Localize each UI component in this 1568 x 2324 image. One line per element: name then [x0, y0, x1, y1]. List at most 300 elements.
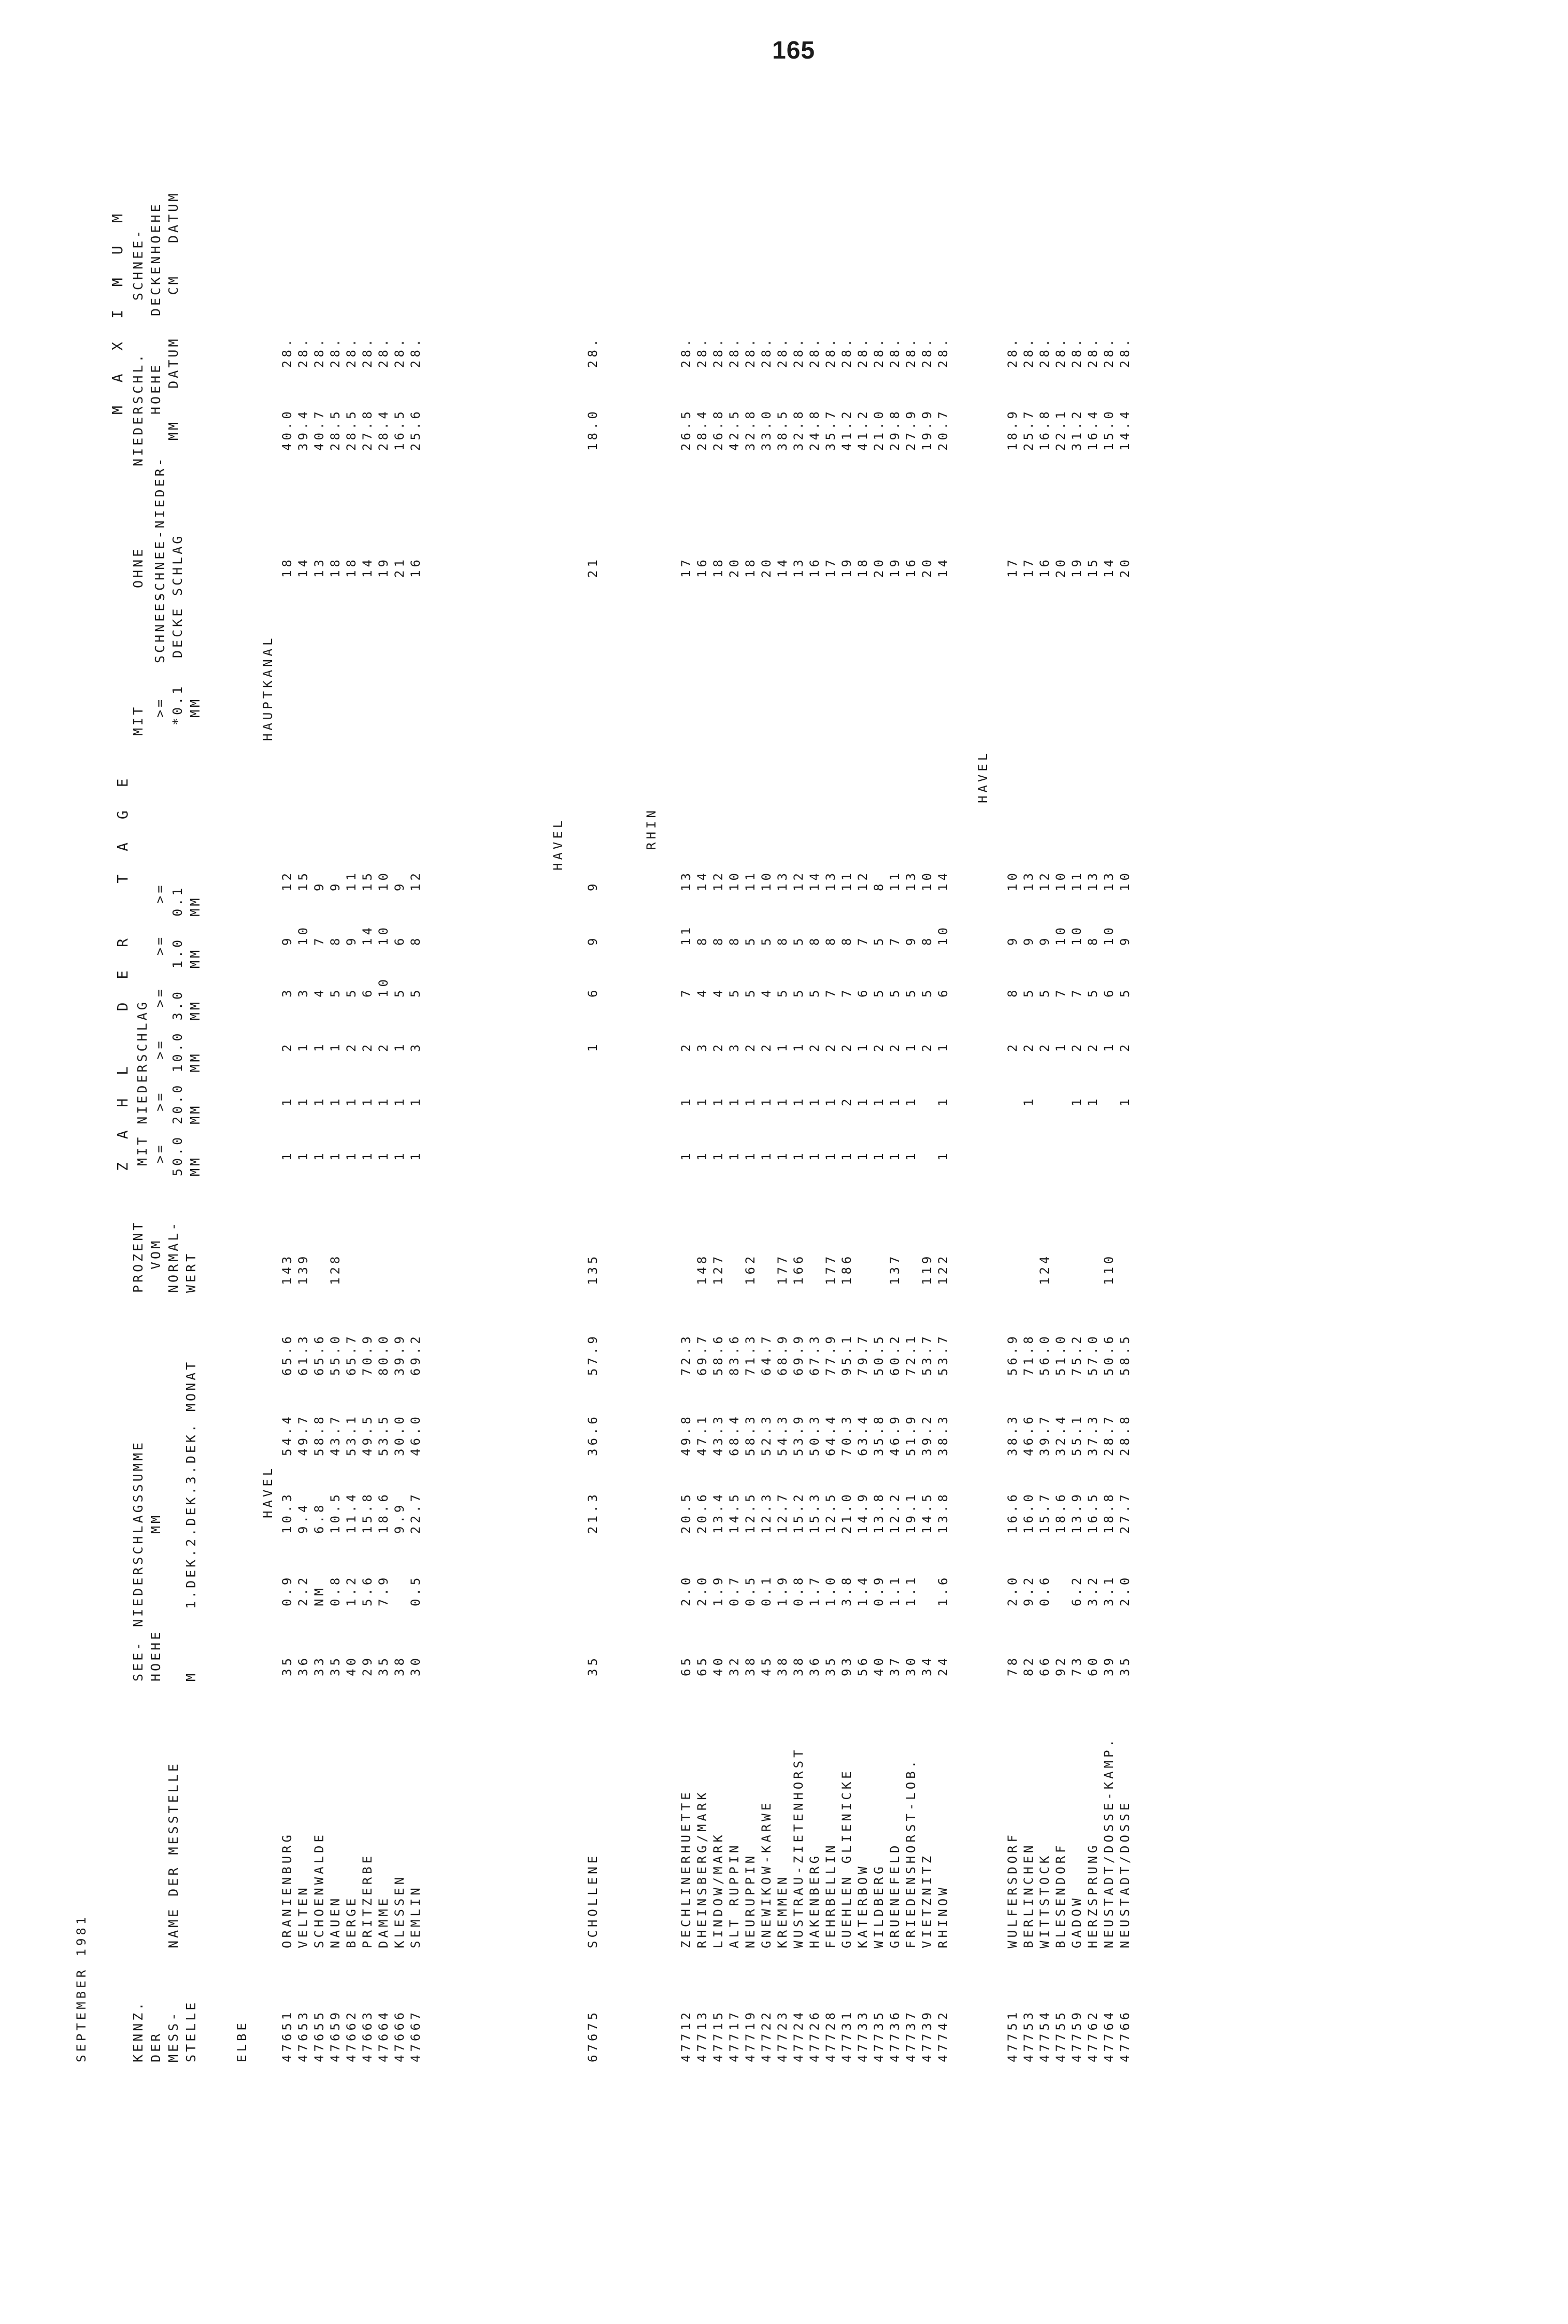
header-schneedecke-2: DECKE — [170, 606, 185, 658]
days-ge-0-1: 14 — [695, 870, 709, 891]
days-ge-10: 2 — [807, 1041, 822, 1052]
days-ge-1: 8 — [775, 935, 790, 946]
precip-dek3: 36.6 — [586, 1414, 600, 1456]
station-height: 30 — [904, 1655, 918, 1676]
precip-dek1: 2.2 — [296, 1574, 310, 1606]
station-height: 24 — [936, 1655, 950, 1676]
station-id: 47726 — [807, 2009, 822, 2062]
header-stelle: STELLE — [183, 2000, 198, 2062]
days-ge-1: 8 — [727, 935, 742, 946]
precip-dek2: 9.4 — [296, 1502, 310, 1534]
max-precip: 38.5 — [775, 408, 790, 451]
days-ge-20: 1 — [328, 1095, 343, 1106]
precip-month: 79.7 — [856, 1333, 870, 1376]
precip-dek2: 15.3 — [807, 1491, 822, 1534]
precip-month: 56.9 — [1005, 1333, 1020, 1376]
station-height: 35 — [823, 1655, 838, 1676]
header-prozent: PROZENT — [131, 1220, 146, 1293]
precip-dek3: 46.9 — [888, 1414, 902, 1456]
station-id: 47766 — [1118, 2009, 1132, 2062]
precip-month: 71.3 — [743, 1333, 758, 1376]
precip-month: 60.2 — [888, 1333, 902, 1376]
station-name: PRITZERBE — [360, 1852, 375, 1948]
max-precip: 22.1 — [1053, 408, 1068, 451]
precip-dek1: 0.5 — [408, 1574, 423, 1606]
header-mm-unit: MM — [148, 1513, 163, 1534]
station-height: 35 — [1118, 1655, 1132, 1676]
station-name: RHINOW — [936, 1885, 950, 1948]
precip-dek1: 0.8 — [328, 1574, 343, 1606]
days-ge-1: 8 — [823, 935, 838, 946]
max-precip: 39.4 — [296, 408, 310, 451]
precip-month: 67.3 — [807, 1333, 822, 1376]
max-precip-date: 28. — [1021, 336, 1036, 368]
station-id: 47653 — [296, 2009, 310, 2062]
days-ge-1: 8 — [839, 935, 854, 946]
station-id: 47719 — [743, 2009, 758, 2062]
max-precip: 16.5 — [392, 408, 407, 451]
days-ge-0-1: 10 — [1053, 870, 1068, 891]
river-label-elbe: ELBE — [235, 2020, 249, 2062]
days-ge-20: 1 — [679, 1095, 693, 1106]
max-precip-date: 28. — [312, 336, 326, 368]
station-id: 47733 — [856, 2009, 870, 2062]
precip-dek1: 3.8 — [839, 1574, 854, 1606]
days-ge-1: 7 — [856, 935, 870, 946]
header-ohne: OHNE — [131, 546, 146, 588]
days-ge-0-1: 12 — [408, 870, 423, 891]
precip-dek1: 0.6 — [1037, 1574, 1052, 1606]
station-id: 47655 — [312, 2009, 326, 2062]
station-height: 56 — [856, 1655, 870, 1676]
station-name: ZECHLINERHUETTE — [679, 1789, 693, 1948]
days-ge-3: 8 — [1005, 987, 1020, 997]
precip-dek1: 0.7 — [727, 1574, 742, 1606]
station-name: SCHOLLENE — [586, 1852, 600, 1948]
days-ge-3: 5 — [344, 987, 359, 997]
days-ge-3: 4 — [312, 987, 326, 997]
period-label: SEPTEMBER 1981 — [74, 1914, 89, 2062]
days-no-snow: 18 — [711, 557, 725, 578]
header-snow-mm: MM — [188, 696, 203, 718]
days-ge-10: 3 — [727, 1041, 742, 1052]
max-precip: 28.5 — [344, 408, 359, 451]
days-ge-1: 10 — [296, 924, 310, 946]
header-snow-value: *0.1 — [170, 683, 185, 725]
precip-dek3: 28.8 — [1118, 1414, 1132, 1456]
max-precip: 41.2 — [839, 408, 854, 451]
station-id: 47737 — [904, 2009, 918, 2062]
max-precip-date: 28. — [743, 336, 758, 368]
days-ge-3: 4 — [711, 987, 725, 997]
days-ge-50: 1 — [344, 1150, 359, 1161]
days-ge-10: 1 — [775, 1041, 790, 1052]
precip-dek1: 9.2 — [1021, 1574, 1036, 1606]
max-precip: 21.0 — [872, 408, 886, 451]
days-ge-1: 8 — [328, 935, 343, 946]
station-height: 35 — [376, 1655, 391, 1676]
days-no-snow: 21 — [392, 557, 407, 578]
days-ge-1: 5 — [791, 935, 806, 946]
station-height: 38 — [775, 1655, 790, 1676]
days-ge-1: 6 — [392, 935, 407, 946]
precip-dek3: 39.2 — [920, 1414, 934, 1456]
days-ge-1: 9 — [1118, 935, 1132, 946]
days-ge-50: 1 — [791, 1150, 806, 1161]
days-ge-20: 1 — [1118, 1095, 1132, 1106]
max-precip-date: 28. — [807, 336, 822, 368]
max-precip: 16.8 — [1037, 408, 1052, 451]
percent-normal: 166 — [791, 1253, 806, 1285]
header-max-niederschlag: NIEDERSCHL. — [131, 352, 146, 466]
precip-dek2: 14.9 — [856, 1491, 870, 1534]
days-ge-10: 1 — [328, 1041, 343, 1052]
days-ge-0-1: 9 — [328, 880, 343, 891]
days-ge-3: 10 — [376, 976, 391, 997]
days-ge-10: 1 — [791, 1041, 806, 1052]
station-height: 92 — [1053, 1655, 1068, 1676]
station-height: 35 — [280, 1655, 294, 1676]
precip-dek2: 18.6 — [376, 1491, 391, 1534]
station-height: 93 — [839, 1655, 854, 1676]
percent-normal: 177 — [775, 1253, 790, 1285]
precip-dek3: 43.3 — [711, 1414, 725, 1456]
header-dekaden: 1.DEK.2.DEK.3.DEK. MONAT — [183, 1359, 198, 1609]
percent-normal: 135 — [586, 1253, 600, 1285]
days-ge-10: 1 — [392, 1041, 407, 1052]
station-name: HAKENBERG — [807, 1852, 822, 1948]
precip-month: 83.6 — [727, 1333, 742, 1376]
days-ge-0-1: 13 — [775, 870, 790, 891]
days-ge-10: 1 — [1102, 1041, 1116, 1052]
precip-month: 65.6 — [280, 1333, 294, 1376]
precip-dek3: 54.3 — [775, 1414, 790, 1456]
precip-dek2: 15.7 — [1037, 1491, 1052, 1534]
days-no-snow: 16 — [904, 557, 918, 578]
station-height: 40 — [872, 1655, 886, 1676]
days-ge-10: 2 — [280, 1041, 294, 1052]
header-schnee-nieder-2: SCHLAG — [170, 533, 185, 596]
precip-month: 53.7 — [936, 1333, 950, 1376]
days-ge-10: 1 — [586, 1041, 600, 1052]
percent-normal: 162 — [743, 1253, 758, 1285]
station-name: NEURUPPIN — [743, 1852, 758, 1948]
header-mess: MESS- — [166, 2010, 181, 2062]
days-ge-3: 5 — [872, 987, 886, 997]
days-ge-1: 8 — [408, 935, 423, 946]
precip-dek3: 51.9 — [904, 1414, 918, 1456]
days-ge-3: 5 — [328, 987, 343, 997]
precip-dek1: 1.2 — [344, 1574, 359, 1606]
days-ge-3: 5 — [807, 987, 822, 997]
river-label-havel-3: HAVEL — [976, 750, 990, 803]
station-name: GNEWIKOW-KARWE — [759, 1800, 774, 1948]
max-precip-date: 28. — [280, 336, 294, 368]
days-ge-10: 2 — [759, 1041, 774, 1052]
station-id: 47659 — [328, 2009, 343, 2062]
precip-dek3: 68.4 — [727, 1414, 742, 1456]
percent-normal: 143 — [280, 1253, 294, 1285]
days-ge-1: 7 — [312, 935, 326, 946]
precip-dek3: 35.8 — [872, 1414, 886, 1456]
days-ge-0-1: 15 — [360, 870, 375, 891]
station-height: 35 — [586, 1655, 600, 1676]
days-ge-3: 5 — [904, 987, 918, 997]
days-ge-3: 4 — [759, 987, 774, 997]
precip-dek1: 3.1 — [1102, 1574, 1116, 1606]
header-see: SEE- — [131, 1639, 146, 1681]
station-id: 47723 — [775, 2009, 790, 2062]
max-precip-date: 28. — [1086, 336, 1100, 368]
percent-normal: 137 — [888, 1253, 902, 1285]
precip-dek3: 37.3 — [1086, 1414, 1100, 1456]
precip-dek2: 19.1 — [904, 1491, 918, 1534]
days-ge-20: 1 — [312, 1095, 326, 1106]
station-height: 60 — [1086, 1655, 1100, 1676]
precip-dek3: 39.7 — [1037, 1414, 1052, 1456]
percent-normal: 148 — [695, 1253, 709, 1285]
precip-month: 65.7 — [344, 1333, 359, 1376]
precip-dek3: 64.4 — [823, 1414, 838, 1456]
max-precip: 18.9 — [1005, 408, 1020, 451]
days-ge-1: 10 — [1102, 924, 1116, 946]
station-name: HERZSPRUNG — [1086, 1842, 1100, 1948]
max-precip: 19.9 — [920, 408, 934, 451]
station-height: 45 — [759, 1655, 774, 1676]
max-precip: 20.7 — [936, 408, 950, 451]
precip-dek3: 47.1 — [695, 1414, 709, 1456]
days-ge-1: 10 — [936, 924, 950, 946]
days-ge-10: 2 — [376, 1041, 391, 1052]
station-id: 47651 — [280, 2009, 294, 2062]
days-ge-10: 2 — [1118, 1041, 1132, 1052]
max-precip-date: 28. — [856, 336, 870, 368]
days-ge-50: 1 — [376, 1150, 391, 1161]
days-ge-3: 6 — [586, 987, 600, 997]
days-ge-0-1: 13 — [1021, 870, 1036, 891]
max-precip-date: 28. — [1037, 336, 1052, 368]
max-precip: 25.7 — [1021, 408, 1036, 451]
days-ge-20: 1 — [791, 1095, 806, 1106]
days-ge-50: 1 — [839, 1150, 854, 1161]
days-ge-3: 5 — [743, 987, 758, 997]
precip-month: 95.1 — [839, 1333, 854, 1376]
max-precip: 25.6 — [408, 408, 423, 451]
days-ge-1: 5 — [743, 935, 758, 946]
station-name: NAUEN — [328, 1895, 343, 1948]
station-height: 65 — [695, 1655, 709, 1676]
station-name: FRIEDENSHORST-LOB. — [904, 1757, 918, 1948]
precip-month: 51.0 — [1053, 1333, 1068, 1376]
precip-dek2: 13.8 — [936, 1491, 950, 1534]
days-ge-0-1: 13 — [1102, 870, 1116, 891]
precip-month: 72.1 — [904, 1333, 918, 1376]
days-ge-0-1: 11 — [839, 870, 854, 891]
max-precip-date: 28. — [1118, 336, 1132, 368]
max-precip-date: 28. — [392, 336, 407, 368]
days-no-snow: 18 — [328, 557, 343, 578]
header-normal: NORMAL- — [166, 1220, 181, 1293]
max-precip: 28.4 — [695, 408, 709, 451]
station-name: BERLINCHEN — [1021, 1842, 1036, 1948]
percent-normal: 110 — [1102, 1253, 1116, 1285]
station-id: 67675 — [586, 2009, 600, 2062]
days-ge-1: 10 — [1070, 924, 1084, 946]
days-ge-10: 1 — [856, 1041, 870, 1052]
days-no-snow: 16 — [1037, 557, 1052, 578]
days-ge-10: 2 — [1005, 1041, 1020, 1052]
precip-month: 57.9 — [586, 1333, 600, 1376]
precip-dek2: 21.0 — [839, 1491, 854, 1534]
station-id: 47731 — [839, 2009, 854, 2062]
station-height: 78 — [1005, 1655, 1020, 1676]
precip-dek3: 55.1 — [1070, 1414, 1084, 1456]
header-snow-ge: >= — [152, 696, 167, 718]
days-ge-0-1: 12 — [791, 870, 806, 891]
station-height: 66 — [1037, 1655, 1052, 1676]
max-precip: 24.8 — [807, 408, 822, 451]
station-name: LINDOW/MARK — [711, 1832, 725, 1948]
precip-dek2: 16.5 — [1086, 1491, 1100, 1534]
days-ge-3: 6 — [1102, 987, 1116, 997]
max-precip-date: 28. — [296, 336, 310, 368]
days-ge-0-1: 13 — [1086, 870, 1100, 891]
precip-dek3: 43.7 — [328, 1414, 343, 1456]
precip-month: 50.6 — [1102, 1333, 1116, 1376]
header-max-hoehe: HOEHE — [148, 362, 163, 415]
precip-dek1: 3.2 — [1086, 1574, 1100, 1606]
max-precip: 42.5 — [727, 408, 742, 451]
days-ge-0-1: 9 — [586, 880, 600, 891]
days-ge-50: 1 — [360, 1150, 375, 1161]
max-precip: 26.5 — [679, 408, 693, 451]
days-ge-3: 7 — [1053, 987, 1068, 997]
days-ge-1: 8 — [920, 935, 934, 946]
days-no-snow: 18 — [856, 557, 870, 578]
station-height: 34 — [920, 1655, 934, 1676]
precip-dek1: 0.9 — [280, 1574, 294, 1606]
precip-month: 70.9 — [360, 1333, 375, 1376]
header-max-deckenhoehe: DECKENHOEHE — [148, 202, 163, 316]
max-precip-date: 28. — [1053, 336, 1068, 368]
days-no-snow: 20 — [759, 557, 774, 578]
precip-dek3: 38.3 — [1005, 1414, 1020, 1456]
days-ge-1: 8 — [807, 935, 822, 946]
station-id: 47663 — [360, 2009, 375, 2062]
max-precip-date: 28. — [823, 336, 838, 368]
precip-month: 75.2 — [1070, 1333, 1084, 1376]
days-ge-50: 1 — [727, 1150, 742, 1161]
percent-normal: 186 — [839, 1253, 854, 1285]
percent-normal: 177 — [823, 1253, 838, 1285]
days-ge-50: 1 — [280, 1150, 294, 1161]
days-ge-1: 9 — [586, 935, 600, 946]
days-ge-50: 1 — [936, 1150, 950, 1161]
station-id: 47712 — [679, 2009, 693, 2062]
days-ge-1: 9 — [1037, 935, 1052, 946]
precip-month: 50.5 — [872, 1333, 886, 1376]
days-ge-0-1: 13 — [823, 870, 838, 891]
days-ge-3: 5 — [408, 987, 423, 997]
days-no-snow: 18 — [280, 557, 294, 578]
days-no-snow: 17 — [679, 557, 693, 578]
station-height: 32 — [727, 1655, 742, 1676]
station-id: 47755 — [1053, 2009, 1068, 2062]
station-name: NEUSTADT/DOSSE-KAMP. — [1102, 1736, 1116, 1948]
days-no-snow: 20 — [727, 557, 742, 578]
station-id: 47754 — [1037, 2009, 1052, 2062]
days-ge-50: 1 — [807, 1150, 822, 1161]
station-name: KATERBOW — [856, 1863, 870, 1948]
precip-dek2: 18.8 — [1102, 1491, 1116, 1534]
station-height: 40 — [344, 1655, 359, 1676]
header-mit-niederschlag: MIT NIEDERSCHLAG — [135, 1000, 150, 1166]
precip-dek1: 0.9 — [872, 1574, 886, 1606]
days-ge-1: 14 — [360, 924, 375, 946]
max-precip: 26.8 — [711, 408, 725, 451]
station-id: 47728 — [823, 2009, 838, 2062]
precip-dek3: 58.3 — [743, 1414, 758, 1456]
max-precip: 14.4 — [1118, 408, 1132, 451]
station-name: WUSTRAU-ZIETENHORST — [791, 1747, 806, 1948]
days-ge-0-1: 10 — [920, 870, 934, 891]
max-precip-date: 28. — [727, 336, 742, 368]
days-ge-20: 1 — [904, 1095, 918, 1106]
precip-dek2: 27.7 — [1118, 1491, 1132, 1534]
max-precip-date: 28. — [328, 336, 343, 368]
days-ge-50: 1 — [296, 1150, 310, 1161]
precip-dek2: 21.3 — [586, 1491, 600, 1534]
precip-dek1: 2.0 — [1118, 1574, 1132, 1606]
header-kennz: KENNZ. — [131, 2000, 146, 2062]
precip-dek1: 7.9 — [376, 1574, 391, 1606]
station-id: 47717 — [727, 2009, 742, 2062]
days-ge-1: 10 — [376, 924, 391, 946]
days-no-snow: 17 — [823, 557, 838, 578]
days-ge-3: 5 — [1086, 987, 1100, 997]
precip-month: 72.3 — [679, 1333, 693, 1376]
station-id: 47751 — [1005, 2009, 1020, 2062]
precip-dek1: 1.6 — [936, 1574, 950, 1606]
station-name: GUEHLEN GLIENICKE — [839, 1768, 854, 1948]
max-precip: 40.7 — [312, 408, 326, 451]
precip-month: 58.6 — [711, 1333, 725, 1376]
station-height: 36 — [296, 1655, 310, 1676]
days-no-snow: 21 — [586, 557, 600, 578]
precip-dek3: 53.1 — [344, 1414, 359, 1456]
days-ge-0-1: 11 — [344, 870, 359, 891]
days-ge-0-1: 12 — [1037, 870, 1052, 891]
days-no-snow: 20 — [920, 557, 934, 578]
days-ge-50: 1 — [775, 1150, 790, 1161]
station-id: 47742 — [936, 2009, 950, 2062]
days-ge-50: 1 — [743, 1150, 758, 1161]
station-name: SCHOENWALDE — [312, 1832, 326, 1948]
station-name: ALT RUPPIN — [727, 1842, 742, 1948]
days-ge-10: 1 — [1053, 1041, 1068, 1052]
station-id: 47764 — [1102, 2009, 1116, 2062]
header-thresholds-ge: >= >= >= >= >= >= — [152, 882, 167, 1163]
precip-dek2: 12.5 — [823, 1491, 838, 1534]
days-no-snow: 14 — [775, 557, 790, 578]
header-max-columns: MM DATUM CM DATUM — [166, 191, 181, 440]
days-no-snow: 14 — [360, 557, 375, 578]
max-precip: 16.4 — [1086, 408, 1100, 451]
header-max-schnee: SCHNEE- — [131, 227, 146, 301]
days-ge-3: 7 — [1070, 987, 1084, 997]
precip-dek1: NM — [312, 1585, 326, 1606]
station-id: 47762 — [1086, 2009, 1100, 2062]
